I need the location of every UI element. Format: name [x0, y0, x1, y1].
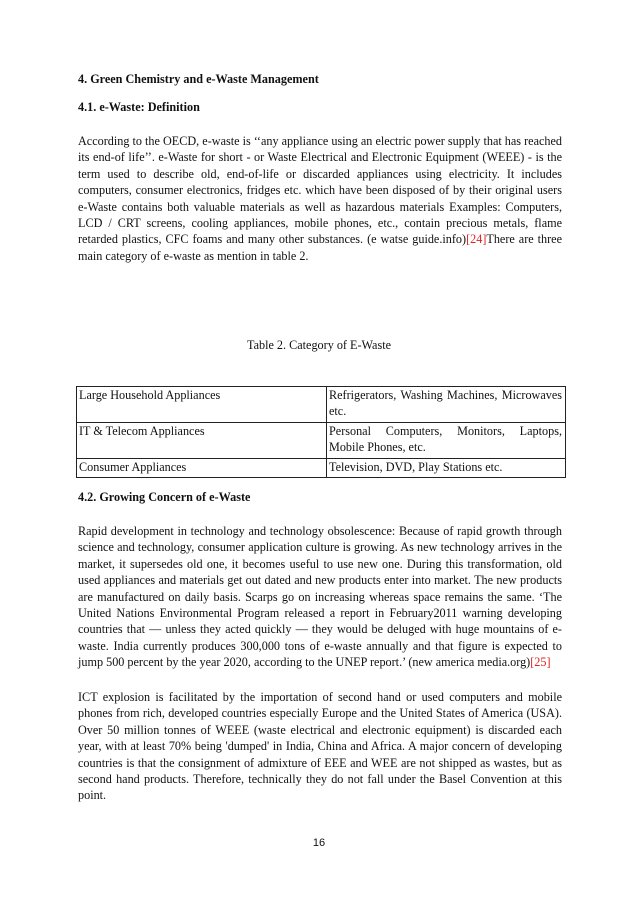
- citation-link[interactable]: [24]: [466, 232, 487, 247]
- definition-paragraph: [78, 133, 562, 264]
- concern-paragraph: [78, 523, 562, 671]
- table-row: [77, 423, 566, 459]
- table-cell-category: IT & Telecom Appliances: [77, 423, 327, 459]
- table-cell-examples: Personal Computers, Monitors, Laptops, Mobile Phones, etc.: [327, 423, 566, 459]
- table-row: [77, 459, 566, 478]
- ict-paragraph: ICT explosion is facilitated by the importation of second hand or used computers and mobile phones from rich, developed countries especially Europe and the United States of America (USA). Over 50 million tonnes of WEEE (waste electrical and electronic equipment) is discarded each year, with at least 70% being 'dumped' in India, China and Africa. A major concern of developing countries is that the consignment of admixture of EEE and WEE are not shipped as wastes, but as second hand products. Therefore, technically they do not fall under the Basel Convention at this point.: [78, 690, 562, 803]
- table-cell-category: Consumer Appliances: [77, 459, 327, 478]
- concern-text: Rapid development in technology and technology obsolescence: Because of rapid growth through science and technology, consumer application culture is growing. As new technology arrives in the market, it supersedes old one, it becomes useful to use new one. During this transformation, old used appliances and materials get out dated and new products enter into market. The new products are manufactured on daily basis. Scarps go on increasing whereas space remains the same. ‘The United Nations Environmental Program released a report in February2011 warning developing countries that — unless they acted quickly — they would be deluged with huge mountains of e-waste. India currently produces 300,000 tons of e-waste annually and that figure is expected to jump 500 percent by the year 2020, according to the UNEP report.’ (new america media.org): [78, 524, 562, 670]
- table-cell-examples: Television, DVD, Play Stations etc.: [327, 459, 566, 478]
- subsection-heading: 4.2. Growing Concern of e-Waste: [78, 490, 251, 504]
- definition-tail: There are three main category of e-waste as mention in table 2.: [78, 232, 563, 263]
- table-caption: Table 2. Category of E-Waste: [246, 338, 392, 352]
- definition-text: According to the OECD, e-waste is ‘‘any appliance using an electric power supply that has reached its end-of life’’. e-Waste for short - or Waste Electrical and Electronic Equipment (WEEE) - is the term used to describe old, end-of-life or discarded appliances using electricity. It includes computers, consumer electronics, fridges etc. which have been disposed of by their original users e-Waste contains both valuable materials as well as hazardous materials Examples: Computers, LCD / CRT screens, cooling appliances, mobile phones, etc., contain precious metals, flame retarded plastics, CFC foams and many other substances. (e watse guide.info): [78, 134, 562, 247]
- citation-link[interactable]: [25]: [530, 655, 551, 670]
- table-cell-category: Large Household Appliances: [77, 387, 327, 423]
- ewaste-category-table: [76, 386, 566, 478]
- page-number: 16: [312, 837, 326, 849]
- table-row: [77, 387, 566, 423]
- subsection-heading: 4.1. e-Waste: Definition: [78, 100, 200, 114]
- table-cell-examples: Refrigerators, Washing Machines, Microwaves etc.: [327, 387, 566, 423]
- section-heading: 4. Green Chemistry and e-Waste Management: [78, 72, 319, 86]
